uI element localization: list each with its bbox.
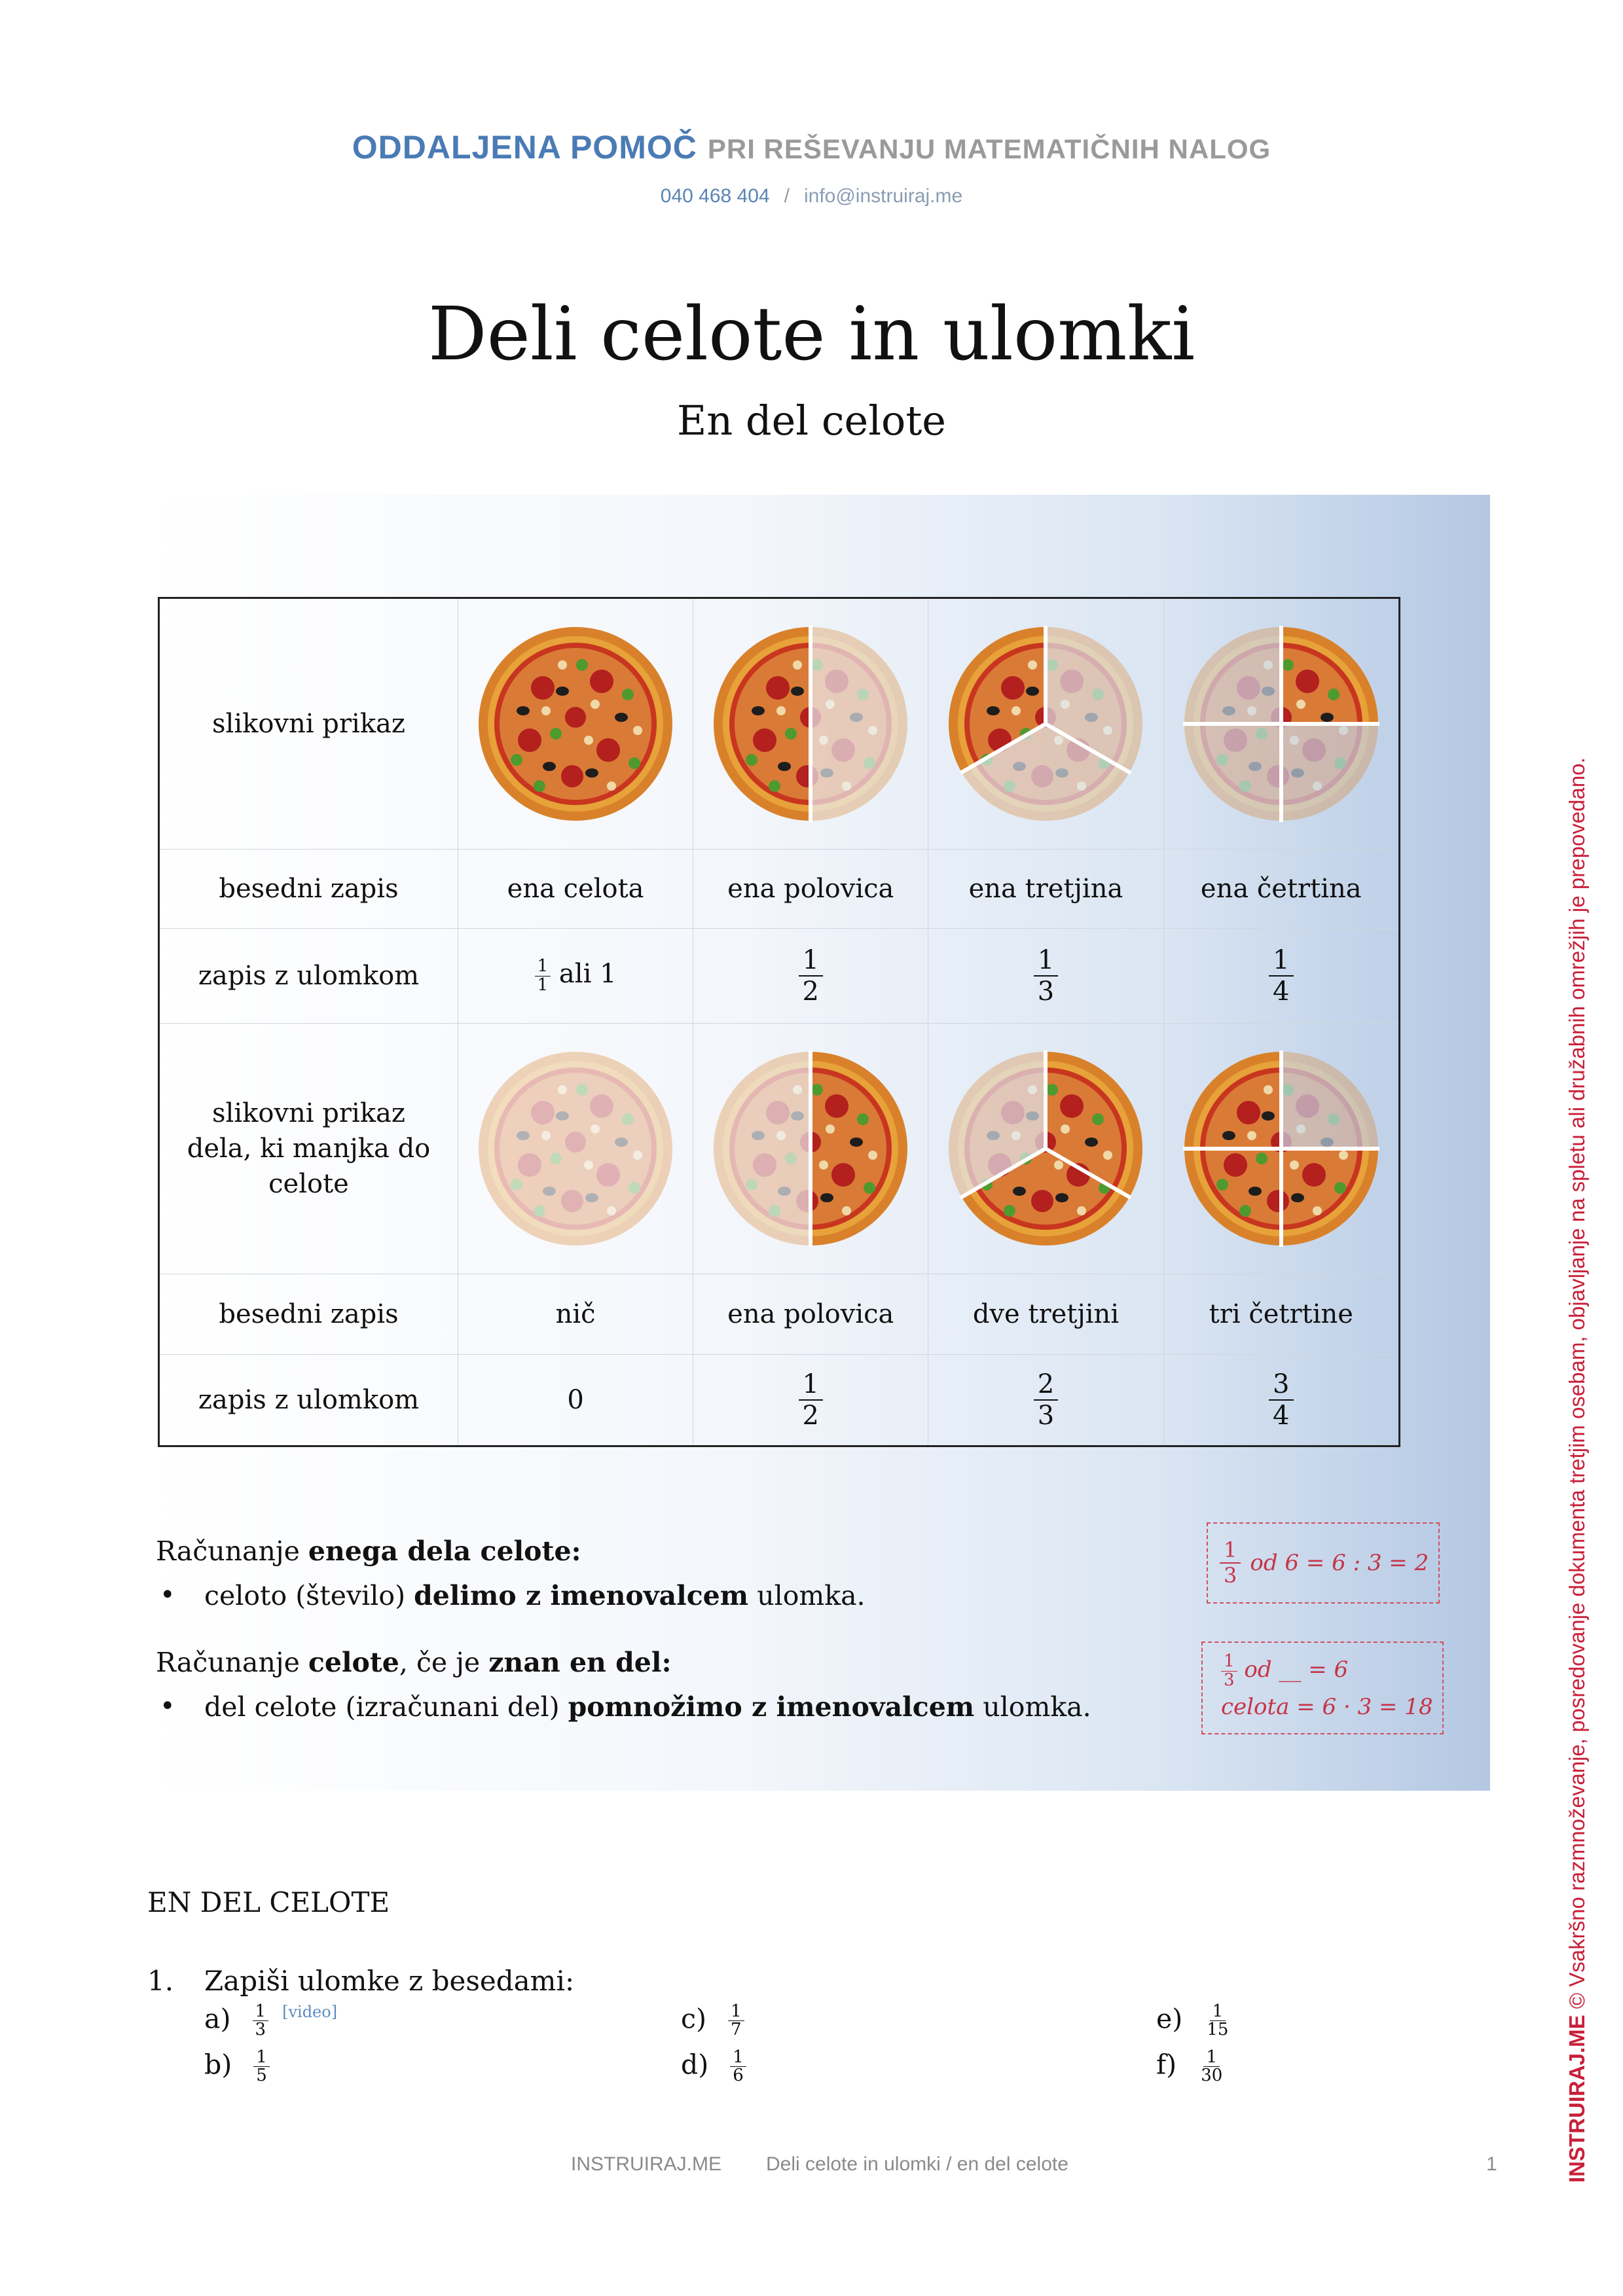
row-label: zapis z ulomkom: [159, 1355, 458, 1446]
table-cell: [928, 929, 1163, 1024]
example-line: $\frac{1}{3}$ od __ = 6: [1221, 1652, 1442, 1689]
pizza-third-icon: [928, 598, 1163, 850]
table-cell: [928, 1355, 1163, 1446]
header-contact: [0, 185, 1623, 207]
table-row: [159, 1024, 1400, 1274]
exercise-item-b: b) $\frac{1}{5}$: [204, 2049, 270, 2085]
table-cell: ena celota: [458, 850, 693, 929]
pizza-whole-icon: [458, 598, 693, 850]
table-row: [159, 850, 1400, 929]
fraction: $\frac{1}{30}$: [1201, 2047, 1223, 2086]
whole-or-text: ali 1: [558, 959, 617, 989]
pizza-half-icon: [693, 598, 928, 850]
table-cell: dve tretjini: [928, 1274, 1163, 1355]
exercise-instruction: Zapiši ulomke z besedami:: [204, 1965, 575, 1997]
copyright-side-note: INSTRUIRAJ.ME © Vsakršno razmnoževanje, posredovanje dokumenta tretjim osebam, objavljanje na spletu ali družabnih omrežjih je prepovedano.: [1565, 757, 1589, 2183]
bullet-icon: •: [160, 1691, 175, 1721]
row-label: besedni zapis: [159, 1274, 458, 1355]
fraction: $\frac{3}{4}$: [1269, 1369, 1293, 1431]
fraction-table: [158, 597, 1400, 1447]
rule-one-heading: Računanje enega dela celote:: [156, 1535, 581, 1567]
example-whole-box: [1201, 1641, 1444, 1734]
row-label: zapis z ulomkom: [159, 929, 458, 1024]
exercise-item-c: c) $\frac{1}{7}$: [681, 2003, 744, 2039]
page-subtitle: En del celote: [677, 397, 946, 444]
pizza-quarter-icon: [1163, 598, 1399, 850]
pizza-none-icon: [458, 1024, 693, 1274]
email-link[interactable]: info@instruiraj.me: [803, 185, 963, 207]
brand-rest: PRI REŠEVANJU MATEMATIČNIH NALOG: [707, 134, 1271, 164]
page-number: 1: [1486, 2153, 1497, 2175]
brand-strong: ODDALJENA POMOČ: [352, 129, 697, 166]
table-cell: [458, 929, 693, 1024]
table-row: [159, 1274, 1400, 1355]
table-cell: [1163, 929, 1399, 1024]
example-expression: od 6 = 6 : 3 = 2: [1250, 1550, 1429, 1576]
table-cell: [693, 929, 928, 1024]
header-brand: [0, 128, 1623, 166]
exercise-item-a: a) $\frac{1}{3}$ [video]: [204, 2001, 338, 2040]
pizza-missing-half-icon: [693, 1024, 928, 1274]
table-cell: ena četrtina: [1163, 850, 1399, 929]
table-cell: 0: [458, 1355, 693, 1446]
fraction: $\frac{1}{4}$: [1269, 945, 1293, 1007]
bullet-icon: •: [160, 1580, 175, 1610]
row-label: besedni zapis: [159, 850, 458, 929]
table-cell: [1163, 1355, 1399, 1446]
fraction: $\frac{1}{2}$: [799, 1369, 823, 1431]
exercise-item-f: f) $\frac{1}{30}$: [1156, 2049, 1225, 2085]
fraction: $\frac{1}{3}$: [253, 2003, 269, 2039]
pizza-missing-third-icon: [928, 1024, 1163, 1274]
section-heading: EN DEL CELOTE: [147, 1886, 390, 1918]
rule-one-text: celoto (število) delimo z imenovalcem ulomka.: [204, 1580, 866, 1611]
fraction: $\frac{1}{15}$: [1207, 2001, 1229, 2040]
phone-link[interactable]: 040 468 404: [660, 185, 770, 207]
fraction: $\frac{1}{3}$: [1034, 945, 1058, 1007]
table-cell: ena tretjina: [928, 850, 1163, 929]
rule-two-heading: Računanje celote, če je znan en del:: [156, 1647, 672, 1678]
table-row: [159, 929, 1400, 1024]
page-title: Deli celote in ulomki: [428, 292, 1195, 377]
fraction: $\frac{2}{3}$: [1034, 1369, 1058, 1431]
table-row: [159, 598, 1400, 850]
fraction: $\frac{1}{7}$: [728, 2003, 744, 2039]
pizza-missing-quarter-icon: [1163, 1024, 1399, 1274]
fraction: $\frac{1}{3}$: [1221, 1653, 1237, 1689]
fraction: $\frac{1}{5}$: [253, 2049, 270, 2085]
exercise-item-e: e) $\frac{1}{15}$: [1156, 2003, 1231, 2039]
row-label: slikovni prikaz dela, ki manjka do celote: [159, 1024, 458, 1274]
fraction: $\frac{1}{2}$: [799, 945, 823, 1007]
fraction: $\frac{1}{1}$: [535, 958, 551, 994]
table-cell: ena polovica: [693, 1274, 928, 1355]
exercise-item-d: d) $\frac{1}{6}$: [681, 2049, 746, 2085]
table-cell: ena polovica: [693, 850, 928, 929]
example-part-box: [1207, 1522, 1440, 1604]
table-cell: tri četrtine: [1163, 1274, 1399, 1355]
table-row: [159, 1355, 1400, 1446]
contact-separator: /: [784, 185, 790, 207]
footer-brand: INSTRUIRAJ.ME: [571, 2153, 722, 2175]
example-line: celota = 6 · 3 = 18: [1221, 1693, 1433, 1720]
fraction: $\frac{1}{3}$: [1220, 1538, 1241, 1588]
rule-two-text: del celote (izračunani del) pomnožimo z imenovalcem ulomka.: [204, 1691, 1091, 1723]
video-link[interactable]: [video]: [282, 2003, 338, 2021]
table-cell: nič: [458, 1274, 693, 1355]
row-label: slikovni prikaz: [159, 598, 458, 850]
table-cell: [693, 1355, 928, 1446]
fraction: $\frac{1}{6}$: [730, 2049, 746, 2085]
exercise-number: 1.: [147, 1965, 174, 1997]
footer-doc-title: Deli celote in ulomki / en del celote: [766, 2153, 1068, 2175]
